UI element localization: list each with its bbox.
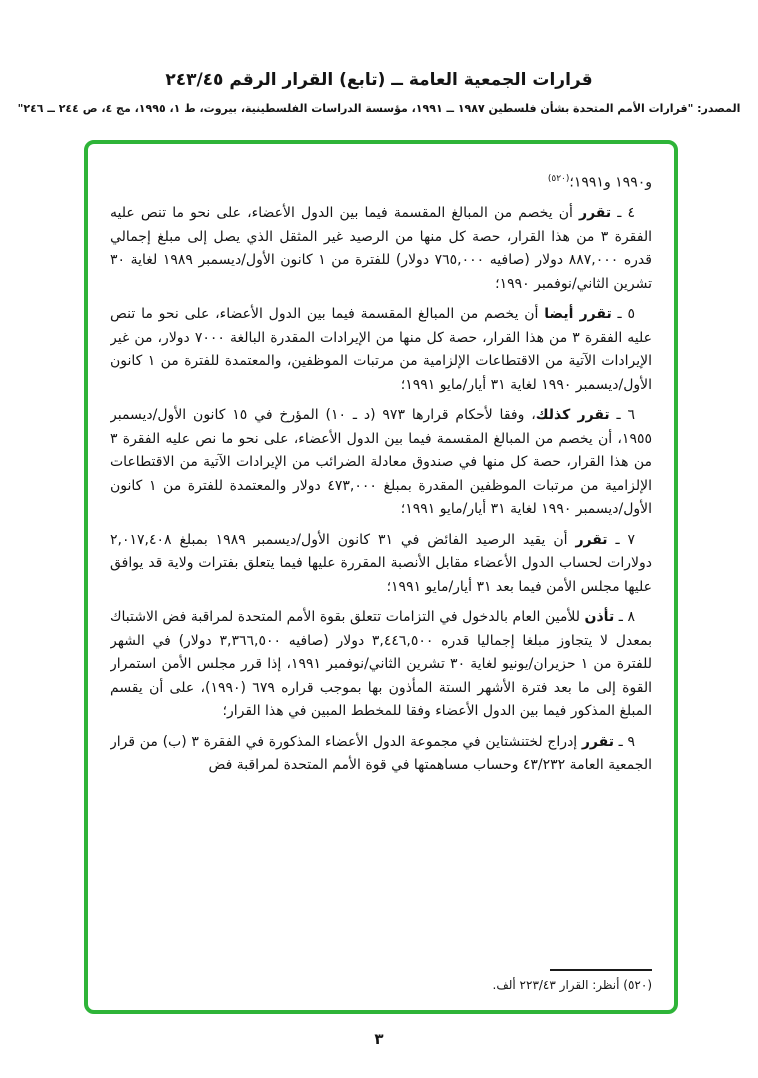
paragraph-text: أن يخصم من المبالغ المقسمة فيما بين الدول الأعضاء، على نحو ما تنص عليه الفقرة ٣ من هذا القرار، حصة كل منها من الرصيد غير المثقل الذي يصل إلى مبلغ إجمالي قدره ٨٨٧,٠٠٠ دولار (صافيه ٧٦٥,٠٠٠ دولار) للفترة من ١ كانون الأول/ديسمبر ١٩٨٩ لغاية ٣٠ تشرين الثاني/نوفمبر ١٩٩٠؛	[110, 205, 652, 292]
paragraph-number: ٥ ـ	[611, 306, 635, 323]
resolution-paragraph	[110, 303, 652, 397]
resolution-body	[110, 168, 652, 956]
paragraph-list	[110, 202, 652, 778]
footnote-separator-rule	[550, 969, 652, 971]
paragraph-number: ٨ ـ	[614, 609, 635, 626]
resolution-paragraph	[110, 731, 652, 778]
footnote-line	[110, 978, 652, 992]
paragraph-text: إدراج لختنشتاين في مجموعة الدول الأعضاء المذكورة في الفقرة ٣ (ب) من قرار الجمعية العامة ٤٣/٢٣٢ وحساب مساهمتها في قوة الأمم المتحدة لمراقبة فض	[110, 733, 652, 774]
paragraph-number: ٩ ـ	[613, 733, 635, 750]
paragraph-text: ، وفقا لأحكام قرارها ٩٧٣ (د ـ ١٠) المؤرخ في ١٥ كانون الأول/ديسمبر ١٩٥٥، أن يخصم من المبالغ المقسمة فيما بين الدول الأعضاء، على نحو ما نص عليه الفقرة ٣ من هذا القرار، حصة كل منها في صندوق معادلة الضرائب من الإيرادات الآتية من الاقتطاعات الإلزامية من مرتبات الموظفين المقدرة بمبلغ ٤٧٣,٠٠٠ دولار والمعتمدة للفترة من ١ كانون الأول/ديسمبر ١٩٩٠ لغاية ٣١ أيار/مايو ١٩٩١؛	[110, 407, 652, 518]
page-number: ٣	[374, 1030, 384, 1048]
footnote-reference-superscript: (٥٢٠)	[547, 174, 570, 184]
operative-verb: تقرر	[575, 531, 608, 548]
resolution-green-box	[84, 140, 678, 1014]
continuation-line	[110, 168, 652, 195]
paragraph-number: ٤ ـ	[611, 205, 635, 222]
paragraph-text: أن يقيد الرصيد الفائض في ٣١ كانون الأول/ديسمبر ١٩٨٩ بمبلغ ٢,٠١٧,٤٠٨ دولارات لحساب الدول الأعضاء مقابل الأنصبة المقررة عليها فيما يتعلق بفترات ولاية قد يوافق عليها مجلس الأمن فيما بعد ٣١ أيار/مايو ١٩٩١؛	[110, 531, 652, 595]
footnote-marker: (٥٢٠)	[623, 978, 652, 992]
resolution-paragraph	[110, 404, 652, 522]
footnote-area	[110, 969, 652, 992]
resolution-paragraph	[110, 529, 652, 600]
footnote-text: أنظر: القرار ٢٢٣/٤٣ ألف.	[492, 978, 620, 992]
paragraph-text: أن يخصم من المبالغ المقسمة فيما بين الدول الأعضاء، على نحو ما تنص عليه الفقرة ٣ من هذا القرار، حصة كل منها من الإيرادات المقدرة البالغة ٧٠٠٠ دولار، من غير الإيرادات الآتية من الاقتطاعات الإلزامية من مرتبات الموظفين، والمعتمدة للفترة من ١ كانون الأول/ديسمبر ١٩٩٠ لغاية ٣١ أيار/مايو ١٩٩١؛	[110, 306, 652, 393]
continuation-text: و١٩٩٠ و١٩٩١؛	[569, 174, 652, 191]
paragraph-text: للأمين العام بالدخول في التزامات تتعلق بقوة الأمم المتحدة لمراقبة فض الاشتباك بمعدل لا يتجاوز مبلغا إجماليا قدره ٣,٤٤٦,٥٠٠ دولار (صافيه ٣,٣٦٦,٥٠٠ دولار) في الشهر للفترة من ١ حزيران/يونيو لغاية ٣٠ تشرين الثاني/نوفمبر ١٩٩١، إذا قرر مجلس الأمن استمرار القوة إلى ما بعد فترة الأشهر الستة المأذون بها بموجب قراره ٦٧٩ (١٩٩٠)، على أن يقسم المبلغ المذكور فيما بين الدول الأعضاء وفقا للمخطط المبين في هذا القرار؛	[110, 609, 652, 720]
page-title: قرارات الجمعية العامة ــ (تابع) القرار الرقم ٢٤٣/٤٥	[165, 70, 593, 90]
operative-verb: تقرر	[581, 733, 614, 750]
resolution-paragraph	[110, 202, 652, 296]
operative-verb: تأذن	[584, 609, 615, 626]
operative-verb: تقرر كذلك	[535, 407, 610, 424]
resolution-content	[88, 144, 674, 956]
paragraph-number: ٦ ـ	[609, 407, 636, 424]
resolution-paragraph	[110, 606, 652, 724]
operative-verb: تقرر أيضا	[544, 306, 612, 323]
source-citation-line: المصدر: "قرارات الأمم المتحدة بشأن فلسطين ١٩٨٧ ــ ١٩٩١، مؤسسة الدراسات الفلسطينية، بيروت، ط ١، ١٩٩٥، مج ٤، ص ٢٤٤ ــ ٢٤٦"	[17, 102, 741, 115]
paragraph-number: ٧ ـ	[607, 531, 635, 548]
operative-verb: تقرر	[579, 205, 612, 222]
